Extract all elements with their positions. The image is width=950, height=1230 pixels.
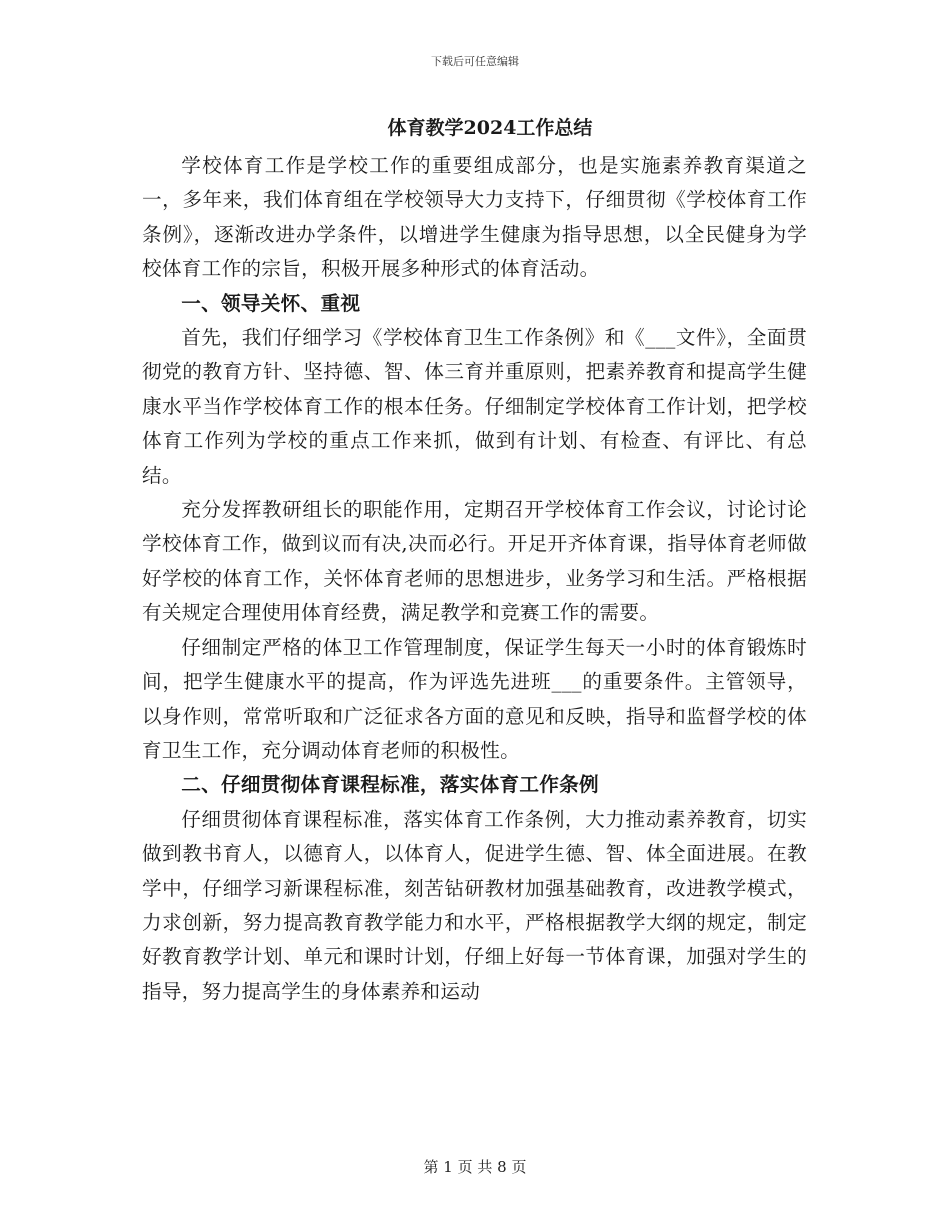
paragraph-section1-study: 首先，我们仔细学习《学校体育卫生工作条例》和《___文件》，全面贯彻党的教育方针、坚持德、智、体三育并重原则，把素养教育和提高学生健康水平当作学校体育工作的根本任务。仔细制定学校体育工作计划，把学校体育工作列为学校的重点工作来抓，做到有计划、有检查、有评比、有总结。 xyxy=(142,326,807,487)
paragraph-section2-curriculum: 仔细贯彻体育课程标准，落实体育工作条例，大力推动素养教育，切实做到教书育人，以德育人，以体育人，促进学生德、智、体全面进展。在教学中，仔细学习新课程标准，刻苦钻研教材加强基础教育，改进教学模式，力求创新，努力提高教育教学能力和水平，严格根据教学大纲的规定，制定好教育教学计划、单元和课时计划，仔细上好每一节体育课，加强对学生的指导，努力提高学生的身体素养和运动 xyxy=(142,807,807,1003)
paragraph-section1-management: 仔细制定严格的体卫工作管理制度，保证学生每天一小时的体育锻炼时间，把学生健康水平的提高，作为评选先进班___的重要条件。主管领导，以身作则，常常听取和广泛征求各方面的意见和反映，指导和监督学校的体育卫生工作，充分调动体育老师的积极性。 xyxy=(142,635,807,762)
download-note: 下载后可任意编辑 xyxy=(431,55,519,68)
page-number: 第 1 页 共 8 页 xyxy=(423,1158,527,1176)
paragraph-section1-teaching-group: 充分发挥教研组长的职能作用，定期召开学校体育工作会议，讨论讨论学校体育工作，做到议而有决,决而必行。开足开齐体育课，指导体育老师做好学校的体育工作，关怀体育老师的思想进步，业务学习和生活。严格根据有关规定合理使用体育经费，满足教学和竞赛工作的需要。 xyxy=(142,498,807,625)
document-title: 体育教学2024工作总结 xyxy=(387,117,593,139)
paragraph-intro: 学校体育工作是学校工作的重要组成部分，也是实施素养教育渠道之一，多年来，我们体育组在学校领导大力支持下，仔细贯彻《学校体育工作条例》，逐渐改进办学条件，以增进学生健康为指导思想，以全民健身为学校体育工作的宗旨，积极开展多种形式的体育活动。 xyxy=(142,154,807,281)
section-heading-1: 一、领导关怀、重视 xyxy=(181,291,361,315)
section-heading-2: 二、仔细贯彻体育课程标准，落实体育工作条例 xyxy=(181,773,599,797)
document-body xyxy=(142,149,807,1009)
